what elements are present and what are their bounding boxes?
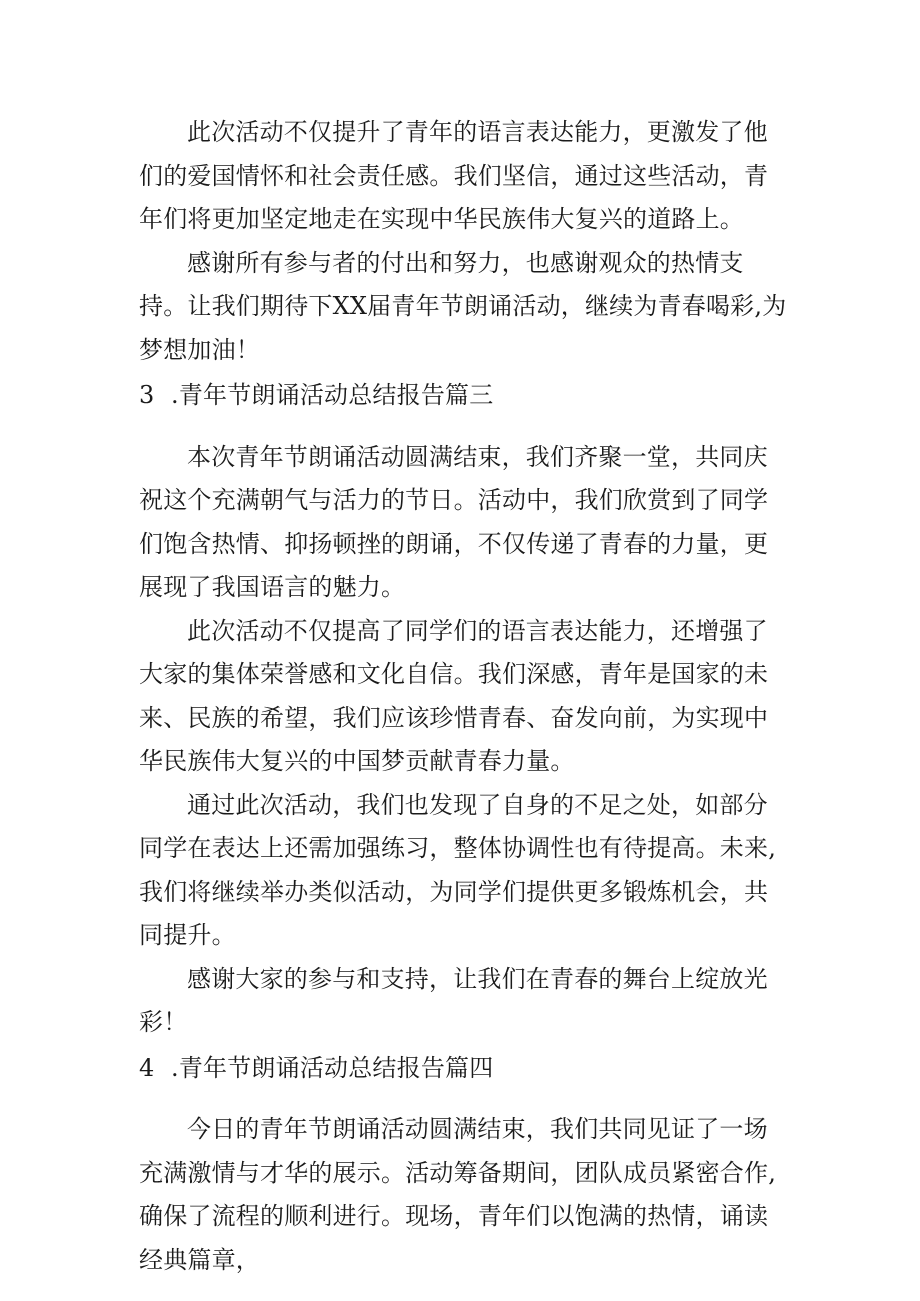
- paragraph: 本次青年节朗诵活动圆满结束，我们齐聚一堂，共同庆祝这个充满朝气与活力的节日。活动中，我们欣赏到了同学们饱含热情、抑扬顿挫的朗诵，不仅传递了青春的力量，更展现了我国语言的魅力。: [139, 442, 769, 601]
- paragraph: 此次活动不仅提升了青年的语言表达能力，更激发了他们的爱国情怀和社会责任感。我们坚信，通过这些活动，青年们将更加坚定地走在实现中华民族伟大复兴的道路上。: [139, 118, 769, 233]
- section-title: .青年节朗诵活动总结报告篇四: [171, 1053, 494, 1082]
- section-number: 4: [139, 1053, 155, 1082]
- paragraph: 通过此次活动，我们也发现了自身的不足之处，如部分同学在表达上还需加强练习，整体协调性也有待提高。未来,我们将继续举办类似活动，为同学们提供更多锻炼机会，共同提升。: [139, 790, 777, 949]
- section-title: .青年节朗诵活动总结报告篇三: [171, 381, 494, 409]
- paragraph: 此次活动不仅提高了同学们的语言表达能力，还增强了大家的集体荣誉感和文化自信。我们深感，青年是国家的未来、民族的希望，我们应该珍惜青春、奋发向前，为实现中华民族伟大复兴的中国梦贡献青春力量。: [139, 616, 769, 775]
- paragraph: 今日的青年节朗诵活动圆满结束，我们共同见证了一场充满激情与才华的展示。活动筹备期间，团队成员紧密合作,确保了流程的顺利进行。现场，青年们以饱满的热情，诵读经典篇章，: [139, 1115, 777, 1274]
- paragraph: 感谢所有参与者的付出和努力，也感谢观众的热情支持。让我们期待下XX届青年节朗诵活动，继续为青春喝彩,为梦想加油！: [139, 248, 787, 364]
- section-number: 3: [139, 381, 155, 409]
- section-heading: [139, 374, 789, 418]
- paragraph: 感谢大家的参与和支持，让我们在青春的舞台上绽放光彩！: [139, 964, 768, 1036]
- section-heading: [139, 1047, 789, 1091]
- document-body: [139, 111, 789, 1282]
